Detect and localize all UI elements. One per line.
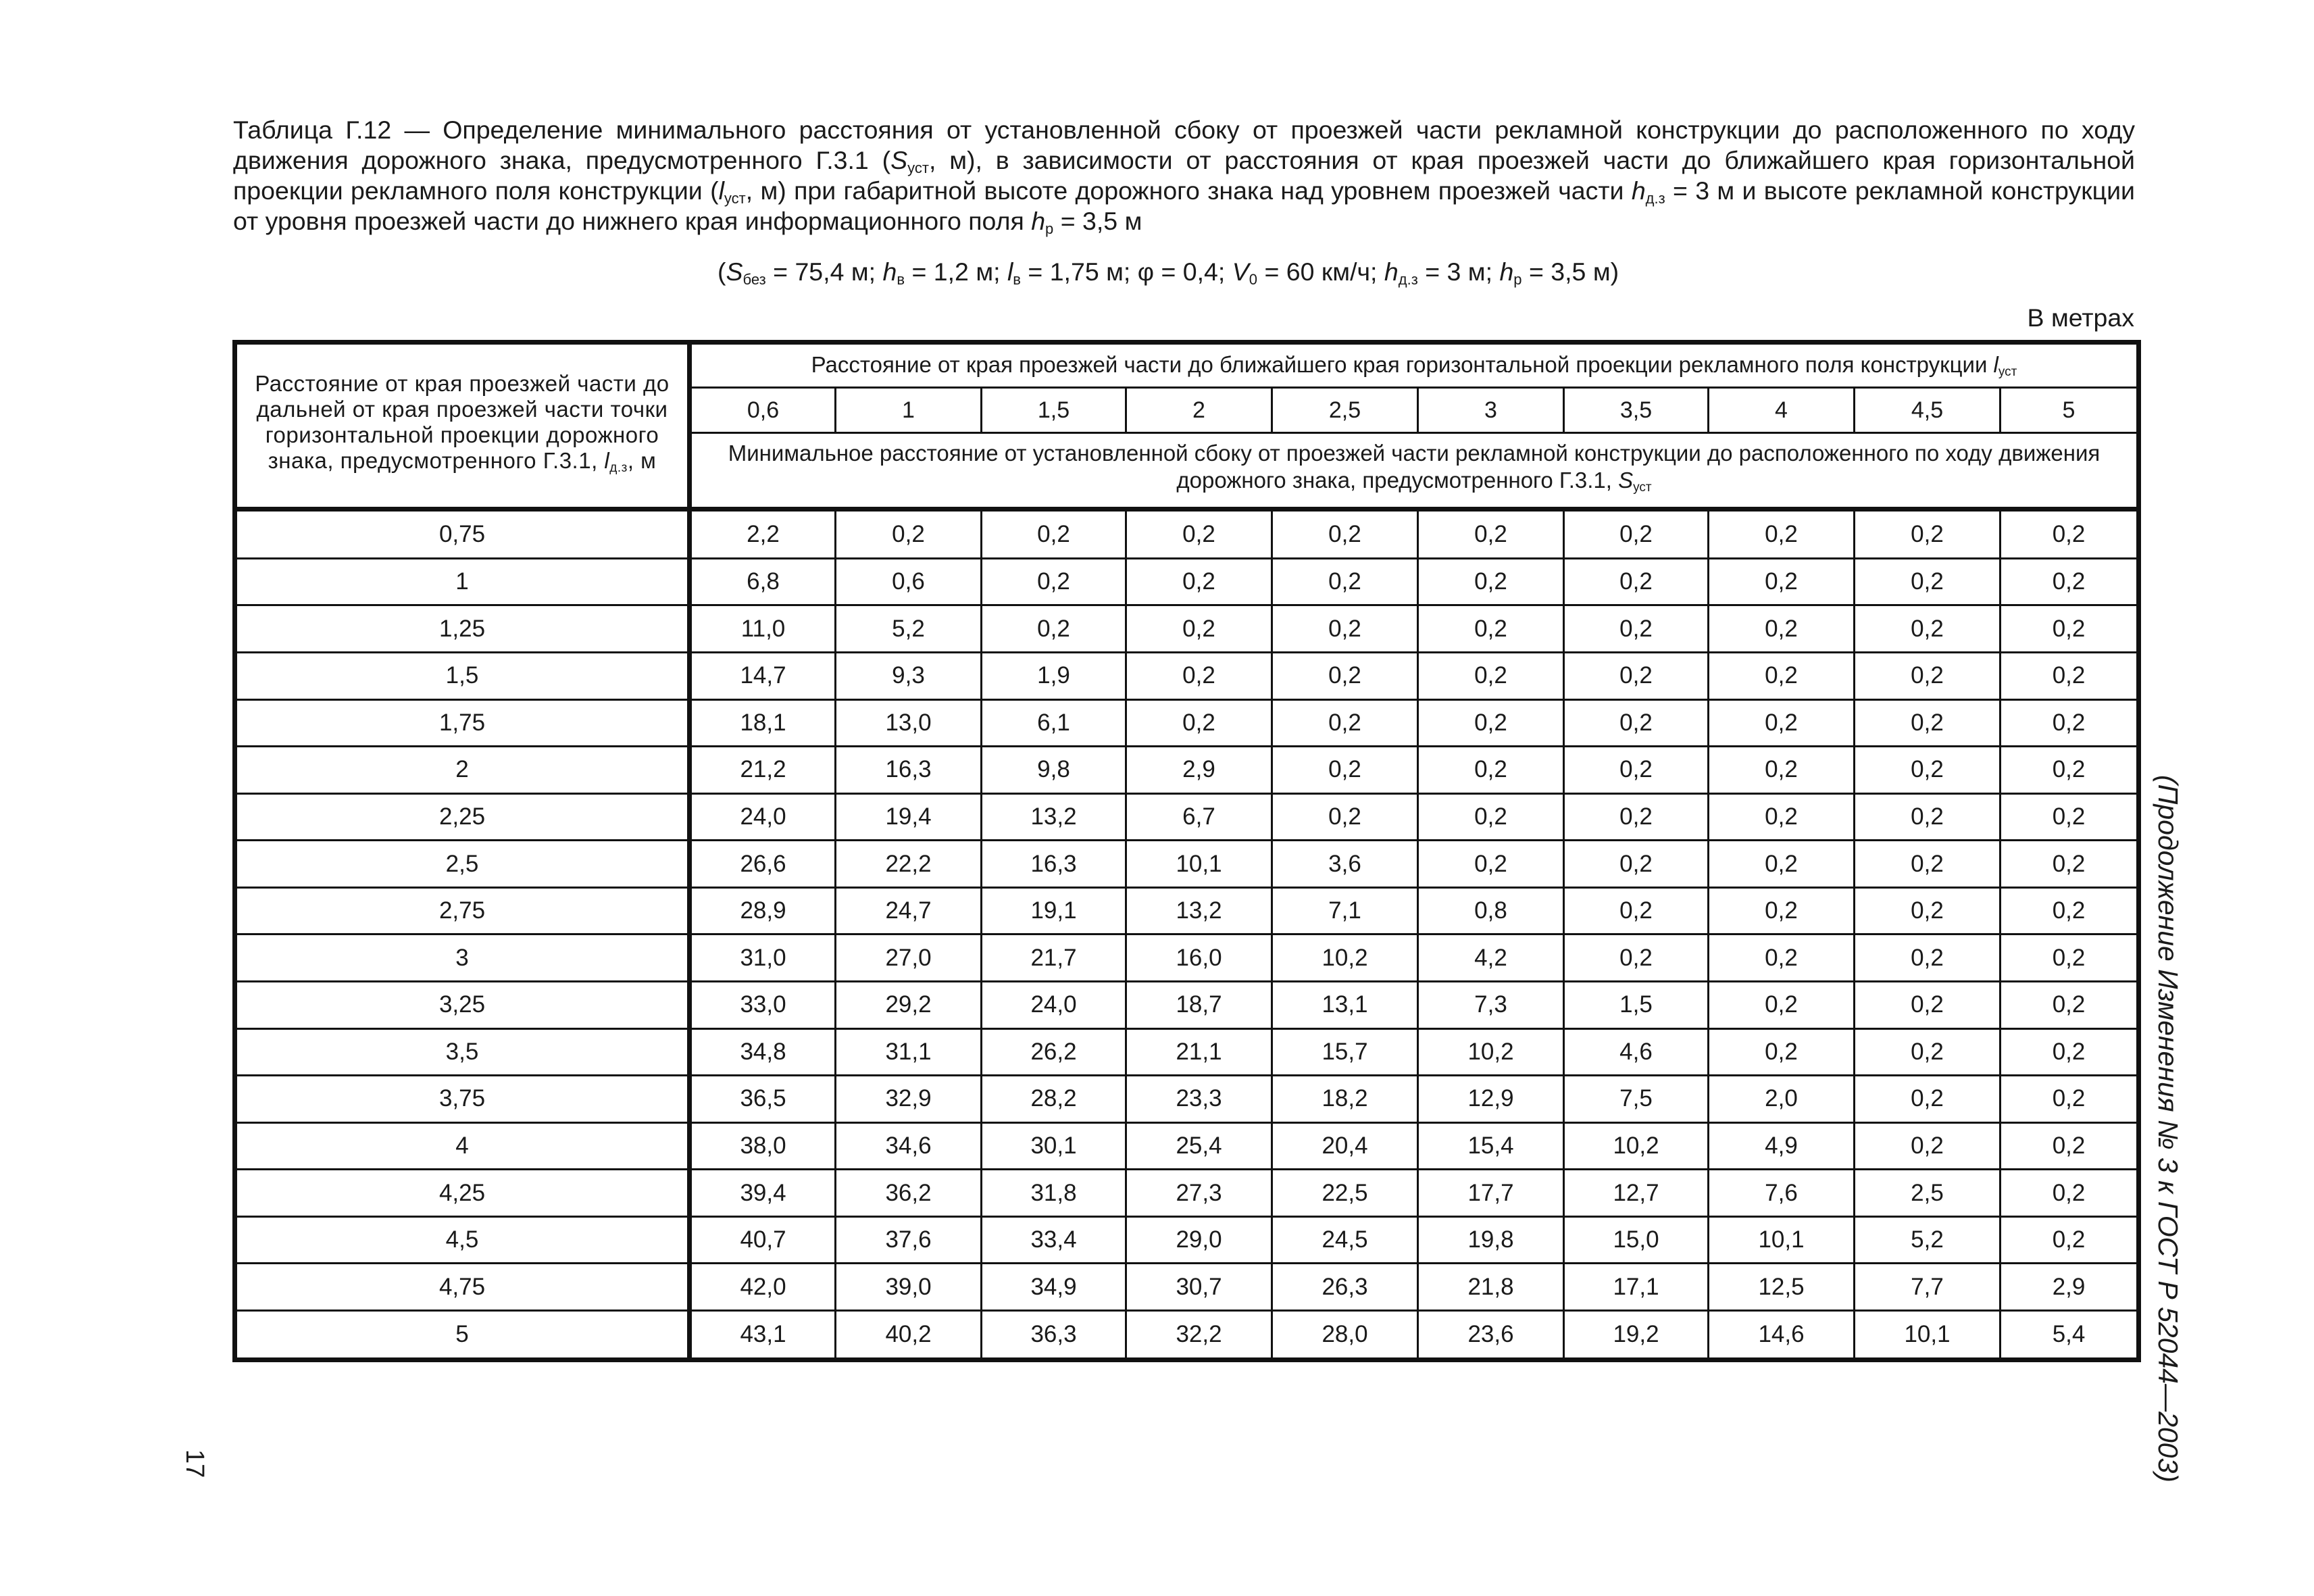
table-cell: 0,2 — [2001, 605, 2139, 653]
table-cell: 0,2 — [2001, 1216, 2139, 1264]
table-cell: 31,0 — [690, 934, 836, 982]
table-cell: 0,2 — [1272, 747, 1418, 794]
table-cell: 0,2 — [1709, 887, 1855, 934]
table-cell: 15,7 — [1272, 1028, 1418, 1076]
table-cell: 0,6 — [836, 558, 982, 605]
column-group-header: Расстояние от края проезжей части до ближайшего края горизонтальной проекции рекламного поля конструкции lуст — [690, 343, 2139, 388]
table-cell: 11,0 — [690, 605, 836, 653]
table-cell: 16,3 — [982, 841, 1126, 888]
table-cell: 4,9 — [1709, 1122, 1855, 1170]
table-cell: 0,2 — [1272, 793, 1418, 841]
table-cell: 27,0 — [836, 934, 982, 982]
table-cell: 5,2 — [836, 605, 982, 653]
table-cell: 0,2 — [2001, 509, 2139, 559]
table-body — [235, 509, 2139, 1360]
table-cell: 0,2 — [982, 605, 1126, 653]
table-cell: 2,9 — [2001, 1264, 2139, 1311]
row-label-cell: 3,25 — [235, 982, 690, 1029]
column-header: 5 — [2001, 388, 2139, 433]
table-cell: 10,2 — [1564, 1122, 1709, 1170]
table-cell: 0,2 — [2001, 1170, 2139, 1217]
table-cell: 17,7 — [1418, 1170, 1564, 1217]
table-cell: 0,8 — [1418, 887, 1564, 934]
table-cell: 0,2 — [1272, 699, 1418, 747]
table-cell: 4,6 — [1564, 1028, 1709, 1076]
table-cell: 34,9 — [982, 1264, 1126, 1311]
row-label-cell: 2 — [235, 747, 690, 794]
table-cell: 0,2 — [2001, 934, 2139, 982]
table-cell: 7,6 — [1709, 1170, 1855, 1217]
table-cell: 24,0 — [982, 982, 1126, 1029]
table-cell: 19,2 — [1564, 1311, 1709, 1360]
table-cell: 0,2 — [1272, 652, 1418, 699]
table-cell: 0,2 — [1709, 605, 1855, 653]
table-cell: 1,5 — [1564, 982, 1709, 1029]
row-label-cell: 3,75 — [235, 1076, 690, 1123]
table-cell: 38,0 — [690, 1122, 836, 1170]
table-cell: 0,2 — [1272, 509, 1418, 559]
table-cell: 0,2 — [1709, 982, 1855, 1029]
table-cell: 0,2 — [1564, 841, 1709, 888]
table-cell: 13,0 — [836, 699, 982, 747]
table-cell: 0,2 — [2001, 1076, 2139, 1123]
table-cell: 4,2 — [1418, 934, 1564, 982]
table-cell: 40,7 — [690, 1216, 836, 1264]
table-cell: 14,7 — [690, 652, 836, 699]
table-cell: 0,2 — [1709, 509, 1855, 559]
table-cell: 5,2 — [1855, 1216, 2001, 1264]
units-label: В метрах — [2027, 303, 2134, 332]
table-cell: 18,1 — [690, 699, 836, 747]
row-label-cell: 3 — [235, 934, 690, 982]
table-cell: 0,2 — [1855, 1076, 2001, 1123]
table-cell: 0,2 — [1709, 699, 1855, 747]
table-row — [235, 605, 2139, 653]
row-label-cell: 2,25 — [235, 793, 690, 841]
table-cell: 42,0 — [690, 1264, 836, 1311]
table-cell: 21,1 — [1126, 1028, 1272, 1076]
table-cell: 0,2 — [1709, 1028, 1855, 1076]
table-cell: 0,2 — [1564, 558, 1709, 605]
page-number-text: 17 — [180, 1449, 209, 1478]
table-cell: 6,8 — [690, 558, 836, 605]
table-cell: 23,6 — [1418, 1311, 1564, 1360]
table-row — [235, 558, 2139, 605]
table-cell: 0,2 — [2001, 558, 2139, 605]
table-cell: 43,1 — [690, 1311, 836, 1360]
table-cell: 0,2 — [2001, 652, 2139, 699]
table-cell: 0,2 — [1272, 605, 1418, 653]
table-row — [235, 1264, 2139, 1311]
table-cell: 33,0 — [690, 982, 836, 1029]
table-cell: 28,9 — [690, 887, 836, 934]
table-cell: 0,2 — [1126, 652, 1272, 699]
table-row — [235, 699, 2139, 747]
table-cell: 0,2 — [1855, 841, 2001, 888]
table-cell: 19,1 — [982, 887, 1126, 934]
row-label-cell: 4,25 — [235, 1170, 690, 1217]
table-row — [235, 934, 2139, 982]
table-cell: 0,2 — [1418, 841, 1564, 888]
row-label-cell: 1 — [235, 558, 690, 605]
table-cell: 0,2 — [1126, 558, 1272, 605]
table-cell: 0,2 — [836, 509, 982, 559]
table-cell: 0,2 — [1855, 793, 2001, 841]
table-cell: 10,2 — [1418, 1028, 1564, 1076]
table-cell: 29,0 — [1126, 1216, 1272, 1264]
table-cell: 25,4 — [1126, 1122, 1272, 1170]
table-cell: 0,2 — [2001, 841, 2139, 888]
table-row — [235, 841, 2139, 888]
table-cell: 0,2 — [982, 509, 1126, 559]
table-cell: 0,2 — [982, 558, 1126, 605]
table-cell: 18,7 — [1126, 982, 1272, 1029]
table-cell: 27,3 — [1126, 1170, 1272, 1217]
row-label-cell: 4,75 — [235, 1264, 690, 1311]
table-cell: 0,2 — [1855, 934, 2001, 982]
table-row — [235, 1076, 2139, 1123]
table-cell: 0,2 — [1709, 793, 1855, 841]
table-cell: 21,8 — [1418, 1264, 1564, 1311]
table-cell: 26,3 — [1272, 1264, 1418, 1311]
table-cell: 0,2 — [1564, 887, 1709, 934]
table-cell: 2,2 — [690, 509, 836, 559]
table-cell: 37,6 — [836, 1216, 982, 1264]
table-cell: 29,2 — [836, 982, 982, 1029]
side-note — [2148, 775, 2188, 1482]
table-cell: 16,0 — [1126, 934, 1272, 982]
table-cell: 0,2 — [1564, 605, 1709, 653]
table-cell: 14,6 — [1709, 1311, 1855, 1360]
column-header: 0,6 — [690, 388, 836, 433]
table-cell: 10,1 — [1126, 841, 1272, 888]
table-cell: 12,7 — [1564, 1170, 1709, 1217]
table-cell: 15,4 — [1418, 1122, 1564, 1170]
table-cell: 18,2 — [1272, 1076, 1418, 1123]
table-cell: 21,7 — [982, 934, 1126, 982]
table-cell: 0,2 — [1709, 934, 1855, 982]
table-cell: 33,4 — [982, 1216, 1126, 1264]
table-cell: 28,0 — [1272, 1311, 1418, 1360]
table-cell: 24,7 — [836, 887, 982, 934]
table-row — [235, 1311, 2139, 1360]
table-cell: 0,2 — [1855, 1122, 2001, 1170]
table-cell: 0,2 — [1418, 793, 1564, 841]
table-cell: 12,5 — [1709, 1264, 1855, 1311]
table-cell: 36,2 — [836, 1170, 982, 1217]
table-cell: 32,9 — [836, 1076, 982, 1123]
table-cell: 0,2 — [2001, 699, 2139, 747]
table-row — [235, 982, 2139, 1029]
side-note-text: (Продолжение Изменения № 3 к ГОСТ Р 52044—2003) — [2153, 775, 2184, 1482]
values-description-header: Минимальное расстояние от установленной сбоку от проезжей части рекламной конструкции до расположенного по ходу движения дорожного знака, предусмотренного Г.3.1, Sуст — [690, 433, 2139, 509]
table-cell: 0,2 — [1855, 605, 2001, 653]
page-number — [181, 1449, 208, 1490]
table-parameters: ($S_{без} = 75,4$ м; $h_в = 1,2$ м; $l_в = 1,75$ м; φ = 0,4; $V_0 = 60$ км/ч; $h_{д.з} = 3$ м; $h_р = 3,5$ м) — [718, 257, 1619, 288]
table-cell: 0,2 — [1418, 699, 1564, 747]
table-cell: 0,2 — [1709, 558, 1855, 605]
row-label-cell: 3,5 — [235, 1028, 690, 1076]
table-caption: Таблица Г.12 — Определение минимального расстояния от установленной сбоку от проезжей части рекламной конструкции до расположенного по ходу движения дорожного знака, предусмотренного Г.3.1 ($S_{уст}$, м), в зависимости от расстояния от края проезжей части до ближайшего края горизонтальной проекции рекламного поля конструкции ($l_{уст}$, м) при габаритной высоте дорожного знака над уровнем проезжей части $h_{д.з} = 3$ м и высоте рекламной конструкции от уровня проезжей части до нижнего края информационного поля $h_р = 3,5$ м — [233, 116, 2135, 237]
table-cell: 0,2 — [1418, 747, 1564, 794]
table-cell: 0,2 — [1418, 509, 1564, 559]
table-cell: 0,2 — [1855, 887, 2001, 934]
column-header: 2,5 — [1272, 388, 1418, 433]
table-cell: 13,1 — [1272, 982, 1418, 1029]
table-cell: 10,1 — [1855, 1311, 2001, 1360]
table-cell: 0,2 — [1418, 652, 1564, 699]
table-cell: 20,4 — [1272, 1122, 1418, 1170]
table-cell: 10,1 — [1709, 1216, 1855, 1264]
table-cell: 36,5 — [690, 1076, 836, 1123]
table-cell: 0,2 — [1709, 841, 1855, 888]
column-header: 1,5 — [982, 388, 1126, 433]
table-cell: 19,8 — [1418, 1216, 1564, 1264]
table-cell: 6,7 — [1126, 793, 1272, 841]
column-header: 4 — [1709, 388, 1855, 433]
table-row — [235, 509, 2139, 559]
table-cell: 17,1 — [1564, 1264, 1709, 1311]
table-cell: 6,1 — [982, 699, 1126, 747]
table-cell: 36,3 — [982, 1311, 1126, 1360]
table-cell: 5,4 — [2001, 1311, 2139, 1360]
table-cell: 9,3 — [836, 652, 982, 699]
table-cell: 0,2 — [1564, 747, 1709, 794]
table-cell: 0,2 — [2001, 1028, 2139, 1076]
table-cell: 0,2 — [1564, 699, 1709, 747]
table-cell: 26,2 — [982, 1028, 1126, 1076]
table-cell: 0,2 — [1855, 982, 2001, 1029]
table-cell: 31,8 — [982, 1170, 1126, 1217]
table-cell: 0,2 — [1855, 652, 2001, 699]
table-cell: 0,2 — [2001, 887, 2139, 934]
table-cell: 2,0 — [1709, 1076, 1855, 1123]
table-cell: 31,1 — [836, 1028, 982, 1076]
row-label-cell: 5 — [235, 1311, 690, 1360]
table-cell: 30,1 — [982, 1122, 1126, 1170]
table-cell: 0,2 — [1564, 793, 1709, 841]
table-cell: 0,2 — [2001, 982, 2139, 1029]
table-cell: 16,3 — [836, 747, 982, 794]
table-row — [235, 1122, 2139, 1170]
table-cell: 0,2 — [1272, 558, 1418, 605]
table-cell: 21,2 — [690, 747, 836, 794]
table-cell: 39,4 — [690, 1170, 836, 1217]
column-header: 1 — [836, 388, 982, 433]
table-cell: 0,2 — [1855, 509, 2001, 559]
table-row — [235, 652, 2139, 699]
table-cell: 12,9 — [1418, 1076, 1564, 1123]
table-cell: 0,2 — [1855, 699, 2001, 747]
table-cell: 0,2 — [2001, 793, 2139, 841]
table-cell: 32,2 — [1126, 1311, 1272, 1360]
table-cell: 0,2 — [1564, 652, 1709, 699]
row-label-cell: 4,5 — [235, 1216, 690, 1264]
table-cell: 13,2 — [982, 793, 1126, 841]
table-cell: 0,2 — [1564, 509, 1709, 559]
table-cell: 0,2 — [2001, 747, 2139, 794]
table-cell: 22,5 — [1272, 1170, 1418, 1217]
table-row — [235, 1028, 2139, 1076]
table-cell: 1,9 — [982, 652, 1126, 699]
table-cell: 39,0 — [836, 1264, 982, 1311]
table-cell: 7,7 — [1855, 1264, 2001, 1311]
column-header: 3,5 — [1564, 388, 1709, 433]
column-header: 2 — [1126, 388, 1272, 433]
table-cell: 7,1 — [1272, 887, 1418, 934]
data-table — [232, 340, 2141, 1362]
table-cell: 19,4 — [836, 793, 982, 841]
table-cell: 15,0 — [1564, 1216, 1709, 1264]
row-header-cell: Расстояние от края проезжей части до дальней от края проезжей части точки горизонтальной проекции дорожного знака, предусмотренного Г.3.1, lд.з, м — [235, 343, 690, 509]
table-row — [235, 887, 2139, 934]
table-cell: 0,2 — [1418, 558, 1564, 605]
table-cell: 13,2 — [1126, 887, 1272, 934]
table-cell: 23,3 — [1126, 1076, 1272, 1123]
table-cell: 24,5 — [1272, 1216, 1418, 1264]
row-label-cell: 0,75 — [235, 509, 690, 559]
table-cell: 0,2 — [1126, 605, 1272, 653]
table-cell: 0,2 — [1855, 1028, 2001, 1076]
table-cell: 0,2 — [1126, 699, 1272, 747]
column-header: 4,5 — [1855, 388, 2001, 433]
table-cell: 26,6 — [690, 841, 836, 888]
table-row — [235, 1170, 2139, 1217]
table-cell: 0,2 — [1855, 558, 2001, 605]
table-cell: 0,2 — [1709, 747, 1855, 794]
table-cell: 0,2 — [1418, 605, 1564, 653]
table-cell: 2,5 — [1855, 1170, 2001, 1217]
row-label-cell: 1,25 — [235, 605, 690, 653]
row-label-cell: 2,75 — [235, 887, 690, 934]
table-cell: 34,6 — [836, 1122, 982, 1170]
table-cell: 30,7 — [1126, 1264, 1272, 1311]
table-cell: 0,2 — [1855, 747, 2001, 794]
table-cell: 0,2 — [1709, 652, 1855, 699]
table-cell: 0,2 — [1564, 934, 1709, 982]
table-cell: 10,2 — [1272, 934, 1418, 982]
table-cell: 9,8 — [982, 747, 1126, 794]
row-label-cell: 1,75 — [235, 699, 690, 747]
table-cell: 7,5 — [1564, 1076, 1709, 1123]
table-cell: 34,8 — [690, 1028, 836, 1076]
table-cell: 40,2 — [836, 1311, 982, 1360]
column-header: 3 — [1418, 388, 1564, 433]
table-cell: 24,0 — [690, 793, 836, 841]
row-label-cell: 1,5 — [235, 652, 690, 699]
table-cell: 0,2 — [2001, 1122, 2139, 1170]
row-label-cell: 2,5 — [235, 841, 690, 888]
table-cell: 28,2 — [982, 1076, 1126, 1123]
table-row — [235, 747, 2139, 794]
table-cell: 2,9 — [1126, 747, 1272, 794]
table-row — [235, 1216, 2139, 1264]
table-cell: 7,3 — [1418, 982, 1564, 1029]
row-label-cell: 4 — [235, 1122, 690, 1170]
table-cell: 22,2 — [836, 841, 982, 888]
table-cell: 0,2 — [1126, 509, 1272, 559]
table-cell: 3,6 — [1272, 841, 1418, 888]
table-row — [235, 793, 2139, 841]
